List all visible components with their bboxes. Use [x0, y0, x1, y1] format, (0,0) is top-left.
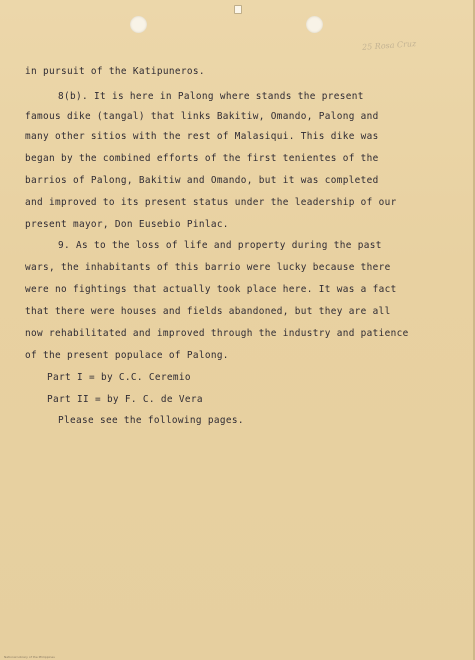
text-line: that there were houses and fields abandoned, but they are all: [25, 306, 391, 317]
text-line: of the present populace of Palong.: [25, 350, 229, 361]
text-line: barrios of Palong, Bakitiw and Omando, but it was completed: [25, 175, 379, 186]
binder-clip: [234, 5, 242, 14]
punch-hole-left: [130, 16, 147, 33]
text-line: began by the combined efforts of the first tenientes of the: [25, 153, 379, 164]
text-line: many other sitios with the rest of Malasiqui. This dike was: [25, 131, 379, 142]
text-line: now rehabilitated and improved through the industry and patience: [25, 328, 409, 339]
attribution-line: Part I = by C.C. Ceremio: [47, 372, 191, 383]
text-line: present mayor, Don Eusebio Pinlac.: [25, 219, 229, 230]
attribution-line: Part II = by F. C. de Vera: [47, 394, 203, 405]
text-line: were no fightings that actually took place here. It was a fact: [25, 284, 397, 295]
text-line: 9. As to the loss of life and property during the past: [58, 240, 382, 251]
text-line: wars, the inhabitants of this barrio were lucky because there: [25, 262, 391, 273]
text-line: 8(b). It is here in Palong where stands the present: [58, 91, 364, 102]
text-line: in pursuit of the Katipuneros.: [25, 66, 205, 77]
pencil-annotation: 25 Rosa Cruz: [361, 39, 417, 52]
text-line: famous dike (tangal) that links Bakitiw, Omando, Palong and: [25, 111, 379, 122]
footer-credit: National Library of the Philippines: [4, 655, 55, 659]
text-line: and improved to its present status under the leadership of our: [25, 197, 397, 208]
punch-hole-right: [306, 16, 323, 33]
closing-line: Please see the following pages.: [58, 415, 244, 426]
